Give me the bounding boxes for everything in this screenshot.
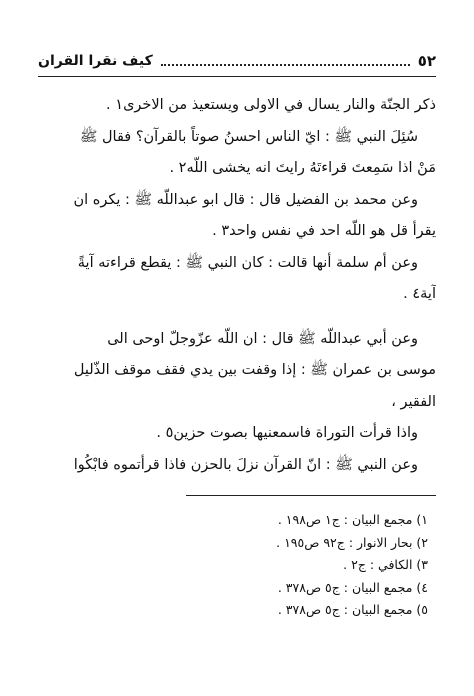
text-line: الفقير ، [391, 393, 436, 410]
text-line: آية٤ . [403, 286, 436, 302]
footnote-separator [186, 495, 436, 496]
footnote: ٣) الكافي : ج٢ . [343, 557, 428, 572]
text-line: ذكر الجنّة والنار يسال في الاولى ويستعيذ من الاخرى١ . [106, 97, 436, 113]
text-line: سُئِلَ النبي ﷺ : ايّ الناس احسنُ صوتاً بالقرآن؟ فقال ﷺ [79, 128, 418, 145]
page-header [38, 50, 436, 72]
footnote: ٥) مجمع البيان : ج٥ ص٣٧٨ . [277, 602, 428, 617]
text-line: وعن أبي عبداللّه ﷺ قال : ان اللّه عزّوجلّ اوحى الى [107, 330, 418, 347]
footnotes [38, 509, 428, 622]
text-line: مَنْ اذا سَمِعتَ قراءتَهُ رايتَ انه يخشى اللّه٢ . [169, 160, 436, 176]
footnote: ٢) بحار الانوار : ج٩٢ ص١٩٥ . [276, 534, 428, 550]
footnote: ١) مجمع البيان : ج١ ص١٩٨ . [277, 512, 428, 527]
header-rule [38, 76, 436, 77]
text-line: واذا قرأت التوراة فاسمعنيها بصوت حزين٥ . [156, 425, 418, 441]
text-line: وعن النبي ﷺ : انّ القرآن نزلَ بالحزن فاذا قرأتموه فابْكُوا [73, 456, 418, 473]
running-title: كيف نقرا القران [38, 53, 153, 69]
footnote: ٤) مجمع البيان : ج٥ ص٣٧٨ . [277, 579, 428, 595]
text-line: وعن أم سلمة أنها قالت : كان النبي ﷺ : يقطع قراءته آيةً [77, 254, 418, 271]
text-line: وعن محمد بن الفضيل قال : قال ابو عبداللّه ﷺ : يكره ان [73, 191, 418, 208]
page-number: ٥٢ [417, 52, 436, 70]
header-dot-leader [161, 64, 410, 66]
main-text [38, 90, 436, 481]
text-line: يقرأ قل هو اللّه احد في نفس واحد٣ . [212, 223, 436, 239]
text-line: موسى بن عمران ﷺ : إذا وقفت بين يدي فقف موقف الذّليل [73, 362, 436, 378]
